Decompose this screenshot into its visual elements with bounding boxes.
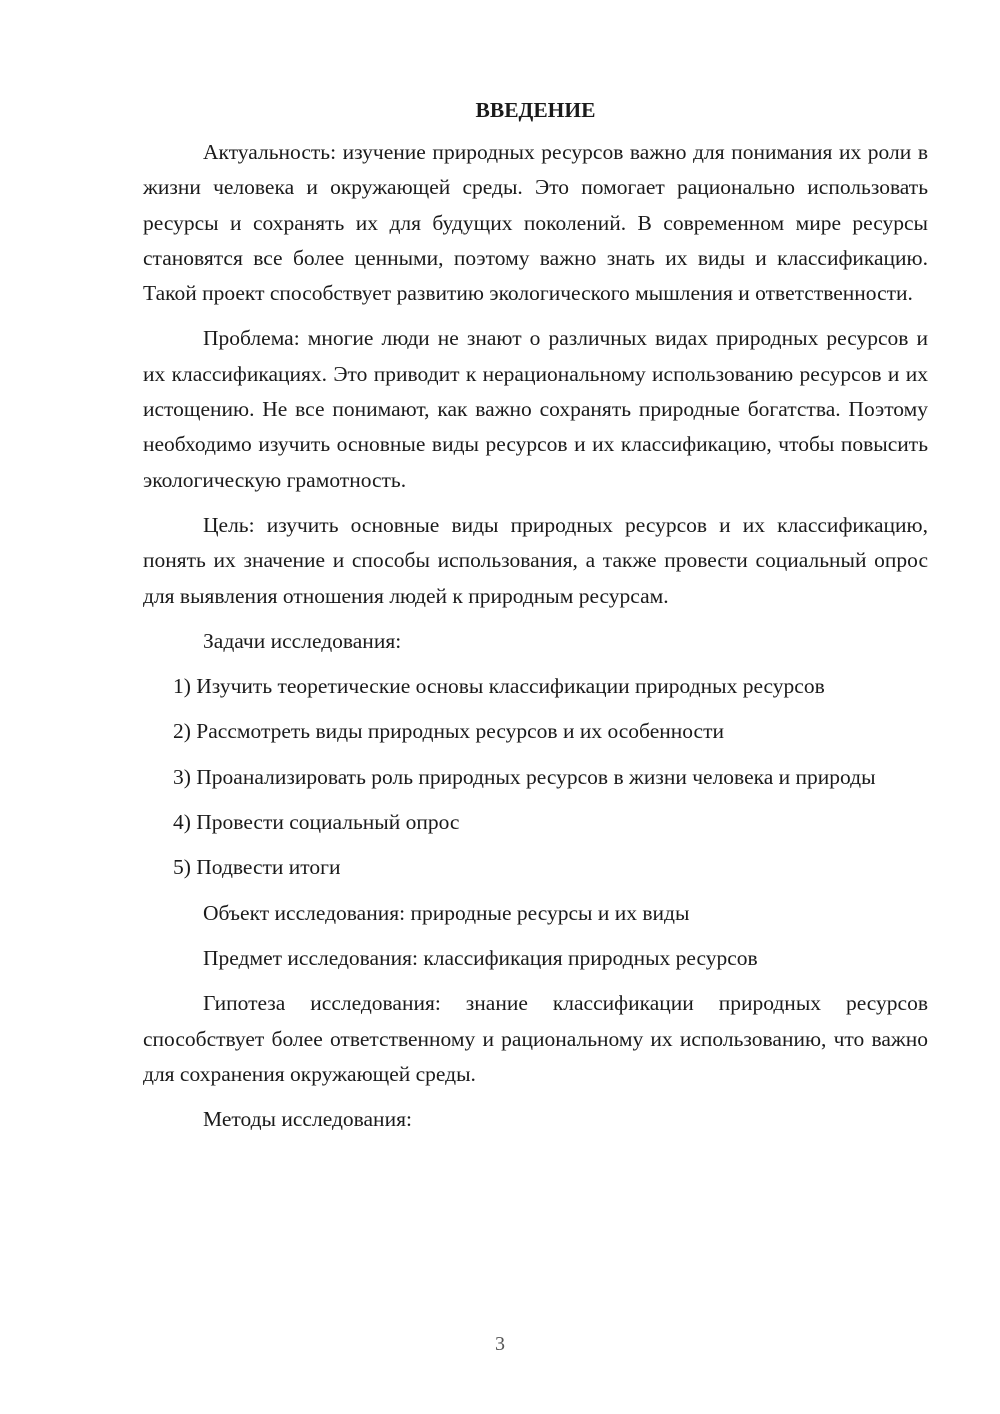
methods-heading: Методы исследования: xyxy=(203,1107,412,1132)
task-item: 4) Провести социальный опрос xyxy=(173,810,460,835)
task-item: 5) Подвести итоги xyxy=(173,855,341,880)
object-paragraph: Объект исследования: природные ресурсы и их виды xyxy=(203,900,690,925)
hypothesis-paragraph: Гипотеза исследования: знание классификации природных ресурсов способствует более ответственному и рациональному их использованию, что важно для сохранения окружающей среды. xyxy=(143,991,928,1086)
goal-paragraph: Цель: изучить основные виды природных ресурсов и их классификацию, понять их значение и способы использования, а также провести социальный опрос для выявления отношения людей к природным ресурсам. xyxy=(143,512,928,608)
task-item: 1) Изучить теоретические основы классификации природных ресурсов xyxy=(173,674,825,699)
document-page xyxy=(143,96,928,1147)
section-title: ВВЕДЕНИЕ xyxy=(475,98,596,122)
task-item: 3) Проанализировать роль природных ресурсов в жизни человека и природы xyxy=(173,764,876,789)
subject-paragraph: Предмет исследования: классификация природных ресурсов xyxy=(203,945,758,970)
tasks-heading: Задачи исследования: xyxy=(203,628,402,653)
problem-paragraph: Проблема: многие люди не знают о различных видах природных ресурсов и их классификациях. Это приводит к нерациональному использованию ресурсов и их истощению. Не все понимают, как важно сохранять природные богатства. Поэтому необходимо изучить основные виды ресурсов и их классификацию, чтобы повысить экологическую грамотность. xyxy=(143,326,928,492)
task-item: 2) Рассмотреть виды природных ресурсов и их особенности xyxy=(173,719,724,744)
relevance-paragraph: Актуальность: изучение природных ресурсов важно для понимания их роли в жизни человека и окружающей среды. Это помогает рационально использовать ресурсы и сохранять их для будущих поколений. В современном мире ресурсы становятся все более ценными, поэтому важно знать их виды и классификацию. Такой проект способствует развитию экологического мышления и ответственности. xyxy=(143,140,928,306)
page-number: 3 xyxy=(495,1333,505,1355)
